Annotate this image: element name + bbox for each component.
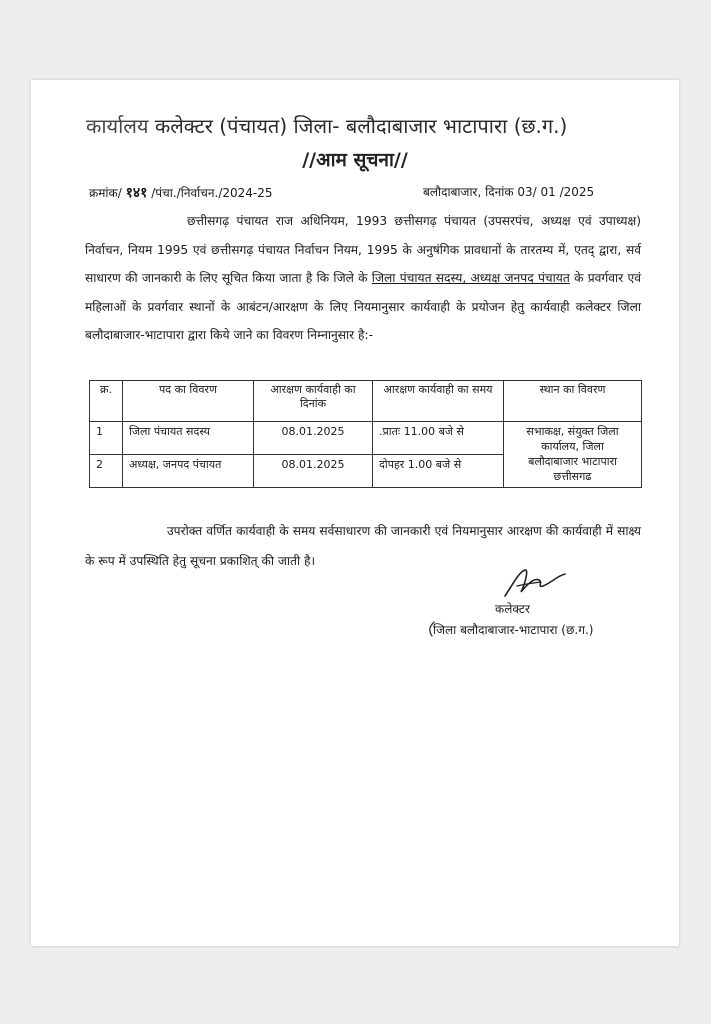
header-venue: स्थान का विवरण [504, 381, 642, 422]
para1-text-a: छत्तीसगढ़ पंचायत राज अधिनियम, 1993 छत्तीसगढ़ पंचायत (उपसरपंच, अध्यक्ष एवं उपाध्यक्ष) निर्वाचन, नियम 1995 एवं छत्तीसगढ़ पंचायत निर्वाचन नियम, 1995 के अनुषंगिक प्रावधानों के तारतम्य में, एतद् द्वारा, सर्व साधारण की जानकारी के लिए सूचित किया जाता है कि जिले के [85, 214, 641, 285]
venue-line: सभाकक्ष, संयुक्त जिला [526, 425, 619, 438]
reference-suffix: /पंचा./निर्वाचन./2024-25 [151, 186, 273, 200]
table-header-row [90, 381, 642, 422]
office-prefix: कार्यालय [86, 114, 149, 138]
notice-title: //आम सूचना// [302, 149, 408, 171]
office-heading [86, 112, 567, 139]
body-paragraph-2: उपरोक्त वर्णित कार्यवाही के समय सर्वसाधारण की जानकारी एवं नियमानुसार आरक्षण की कार्यवाही में साक्ष्य के रूप में उपस्थिति हेतु सूचना प्रकाशित् की जाती है। [85, 524, 641, 568]
reference-label: क्रमांक/ [89, 186, 122, 200]
header-serial: क्र. [90, 381, 123, 422]
header-post: पद का विवरण [123, 381, 254, 422]
venue-line: बलौदाबाजार भाटापारा [528, 455, 617, 468]
header-date: आरक्षण कार्यवाही का दिनांक [254, 381, 373, 422]
row-time: दोपहर 1.00 बजे से [373, 455, 504, 488]
row-post: अध्यक्ष, जनपद पंचायत [123, 455, 254, 488]
row-date: 08.01.2025 [254, 455, 373, 488]
reference-handwritten-number: १४१ [125, 185, 148, 201]
row-date: 08.01.2025 [254, 422, 373, 455]
signature-mark [499, 566, 569, 602]
venue-cell [504, 422, 642, 488]
table-row [90, 422, 642, 455]
place-date: बलौदाबाजार, दिनांक 03/ 01 /2025 [423, 185, 595, 199]
venue-line: कार्यालय, जिला [541, 440, 604, 453]
office-title: कलेक्टर (पंचायत) जिला- बलौदाबाजार भाटापारा (छ.ग.) [154, 114, 568, 138]
row-serial: 1 [90, 422, 123, 455]
row-time: .प्रातः 11.00 बजे से [373, 422, 504, 455]
row-serial: 2 [90, 455, 123, 488]
venue-line: छत्तीसगढ [553, 470, 592, 483]
body-paragraph-1 [85, 207, 641, 350]
para1-underlined: जिला पंचायत सदस्य, अध्यक्ष जनपद पंचायत [371, 271, 570, 285]
reference-number [89, 183, 273, 202]
document-page [31, 80, 679, 946]
para1-text-b: के प्रवर्गवार एवं महिलाओं के प्रवर्गवार स्थानों के आबंटन/आरक्षण के लिए नियमानुसार कार्यवाही के प्रयोजन हेतु कार्यवाही कलेक्टर जिला बलौदाबाजार-भाटापारा द्वारा किये जाने का विवरण निम्नानुसार है:- [85, 271, 641, 342]
reservation-table [89, 380, 642, 488]
header-time: आरक्षण कार्यवाही का समय [373, 381, 504, 422]
signatory-office: जिला बलौदाबाजार-भाटापारा (छ.ग.) [433, 623, 594, 637]
row-post: जिला पंचायत सदस्य [123, 422, 254, 455]
signatory-role: कलेक्टर [495, 602, 530, 616]
